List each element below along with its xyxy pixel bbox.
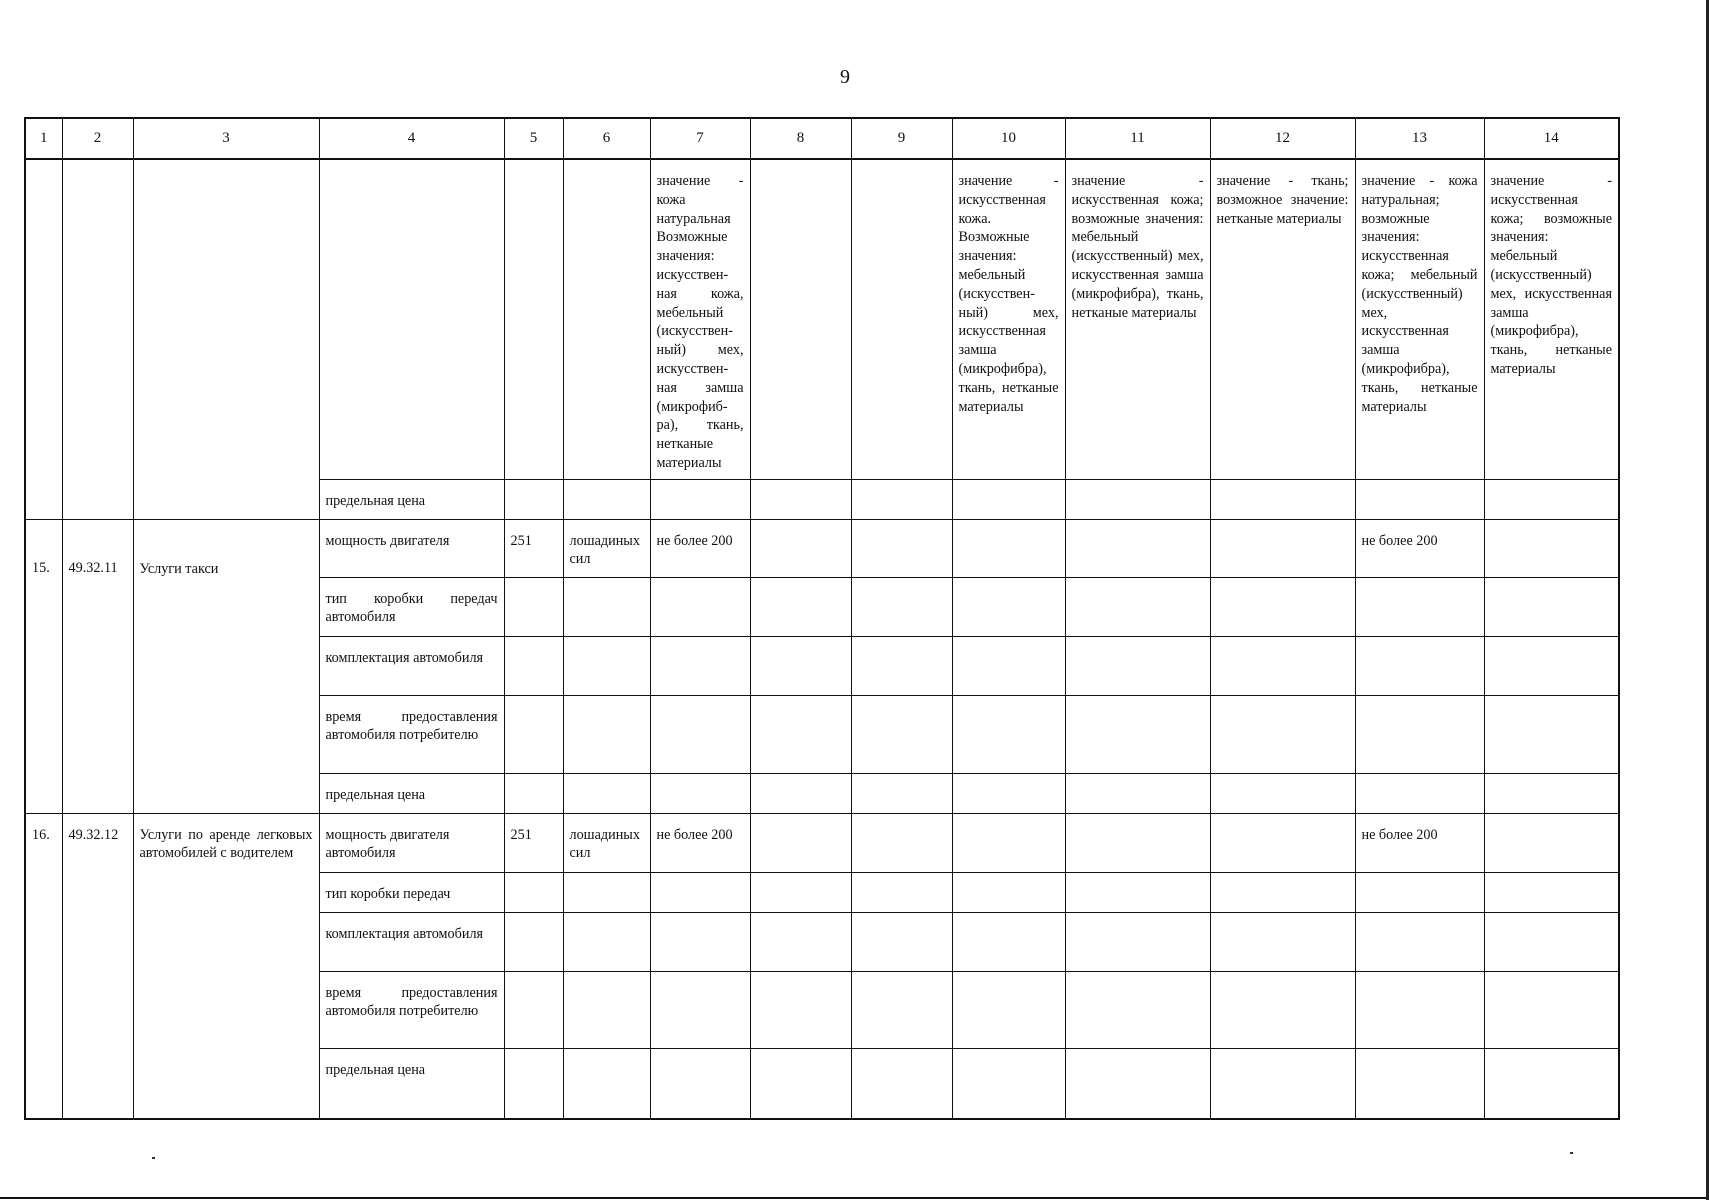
row15-attr-5: предельная цена bbox=[319, 773, 504, 813]
upholstery-value-col14: значение - искусственная кожа; возможные значения: мебельный (искусственный) мех, искусственная замша (микрофибра), ткань, нетканые материалы bbox=[1484, 159, 1619, 479]
col-header-2: 2 bbox=[62, 118, 133, 159]
col-header-3: 3 bbox=[133, 118, 319, 159]
cell-empty bbox=[319, 159, 504, 479]
cell-empty bbox=[851, 159, 952, 479]
col-header-7: 7 bbox=[650, 118, 750, 159]
upholstery-value-col10: значение - искусственная кожа. Возможные значения: мебельный (искусственный) мех, искусственная замша (микрофибра), ткань, нетканые материалы bbox=[952, 159, 1065, 479]
col-header-6: 6 bbox=[563, 118, 650, 159]
table-row bbox=[25, 813, 1619, 872]
upholstery-value-col13: значение - кожа натуральная; возможные значения: искусственная кожа; мебельный (искусственный) мех, искусственная замша (микрофибра), ткань, нетканые материалы bbox=[1355, 159, 1484, 479]
row15-unit: лошадиных сил bbox=[563, 519, 650, 577]
row16-value-col13: не более 200 bbox=[1355, 813, 1484, 872]
row16-okpd-code: 49.32.12 bbox=[62, 813, 133, 1119]
row16-attr-4: время предоставления автомобиля потребителю bbox=[319, 971, 504, 1048]
cell-empty bbox=[504, 159, 563, 479]
scan-speck bbox=[152, 1157, 155, 1159]
scan-edge-bottom bbox=[0, 1197, 1709, 1199]
upholstery-value-col11: значение - искусственная кожа; возможные значения: мебельный (искусственный) мех, искусственная замша (микрофибра), ткань, нетканые материалы bbox=[1065, 159, 1210, 479]
upholstery-value-col12: значение - ткань; возможное значение: нетканые материалы bbox=[1210, 159, 1355, 479]
col-header-4: 4 bbox=[319, 118, 504, 159]
row15-value-col7: не более 200 bbox=[650, 519, 750, 577]
cell-empty bbox=[563, 159, 650, 479]
table-row bbox=[25, 159, 1619, 479]
row16-number: 16. bbox=[25, 813, 62, 1119]
cell-empty bbox=[750, 159, 851, 479]
col-header-13: 13 bbox=[1355, 118, 1484, 159]
page-number: 9 bbox=[840, 66, 850, 88]
scan-speck bbox=[1570, 1152, 1573, 1154]
row15-service-name: Услуги такси bbox=[133, 519, 319, 813]
row16-attr-5: предельная цена bbox=[319, 1048, 504, 1119]
column-number-row bbox=[25, 118, 1619, 159]
row16-attr-2: тип коробки передач bbox=[319, 872, 504, 912]
col-header-8: 8 bbox=[750, 118, 851, 159]
row15-okei-code: 251 bbox=[504, 519, 563, 577]
row15-okpd-code: 49.32.11 bbox=[62, 519, 133, 813]
col-header-9: 9 bbox=[851, 118, 952, 159]
requirements-table bbox=[24, 117, 1620, 1120]
cell-empty bbox=[62, 159, 133, 519]
row16-attr-1: мощность двигателя автомобиля bbox=[319, 813, 504, 872]
row15-attr-4: время предоставления автомобиля потребителю bbox=[319, 695, 504, 773]
row16-service-name: Услуги по аренде легковых автомобилей с водителем bbox=[133, 813, 319, 1119]
col-header-10: 10 bbox=[952, 118, 1065, 159]
row15-attr-1: мощность двигателя bbox=[319, 519, 504, 577]
attr-price-prev: предельная цена bbox=[319, 479, 504, 519]
cell-empty bbox=[25, 159, 62, 519]
row15-number: 15. bbox=[25, 519, 62, 813]
col-header-12: 12 bbox=[1210, 118, 1355, 159]
table-row bbox=[25, 519, 1619, 577]
row16-unit: лошадиных сил bbox=[563, 813, 650, 872]
row16-value-col7: не более 200 bbox=[650, 813, 750, 872]
col-header-11: 11 bbox=[1065, 118, 1210, 159]
row15-attr-3: комплектация автомобиля bbox=[319, 636, 504, 695]
cell-empty bbox=[133, 159, 319, 519]
row15-value-col13: не более 200 bbox=[1355, 519, 1484, 577]
upholstery-value-col7: значение - кожа натуральная Возможные значения: искусственная кожа, мебельный (искусственный) мех, искусственная замша (микрофибра), ткань, нетканые материалы bbox=[650, 159, 750, 479]
col-header-1: 1 bbox=[25, 118, 62, 159]
row16-attr-3: комплектация автомобиля bbox=[319, 912, 504, 971]
col-header-5: 5 bbox=[504, 118, 563, 159]
row16-okei-code: 251 bbox=[504, 813, 563, 872]
row15-attr-2: тип коробки передач автомобиля bbox=[319, 577, 504, 636]
col-header-14: 14 bbox=[1484, 118, 1619, 159]
